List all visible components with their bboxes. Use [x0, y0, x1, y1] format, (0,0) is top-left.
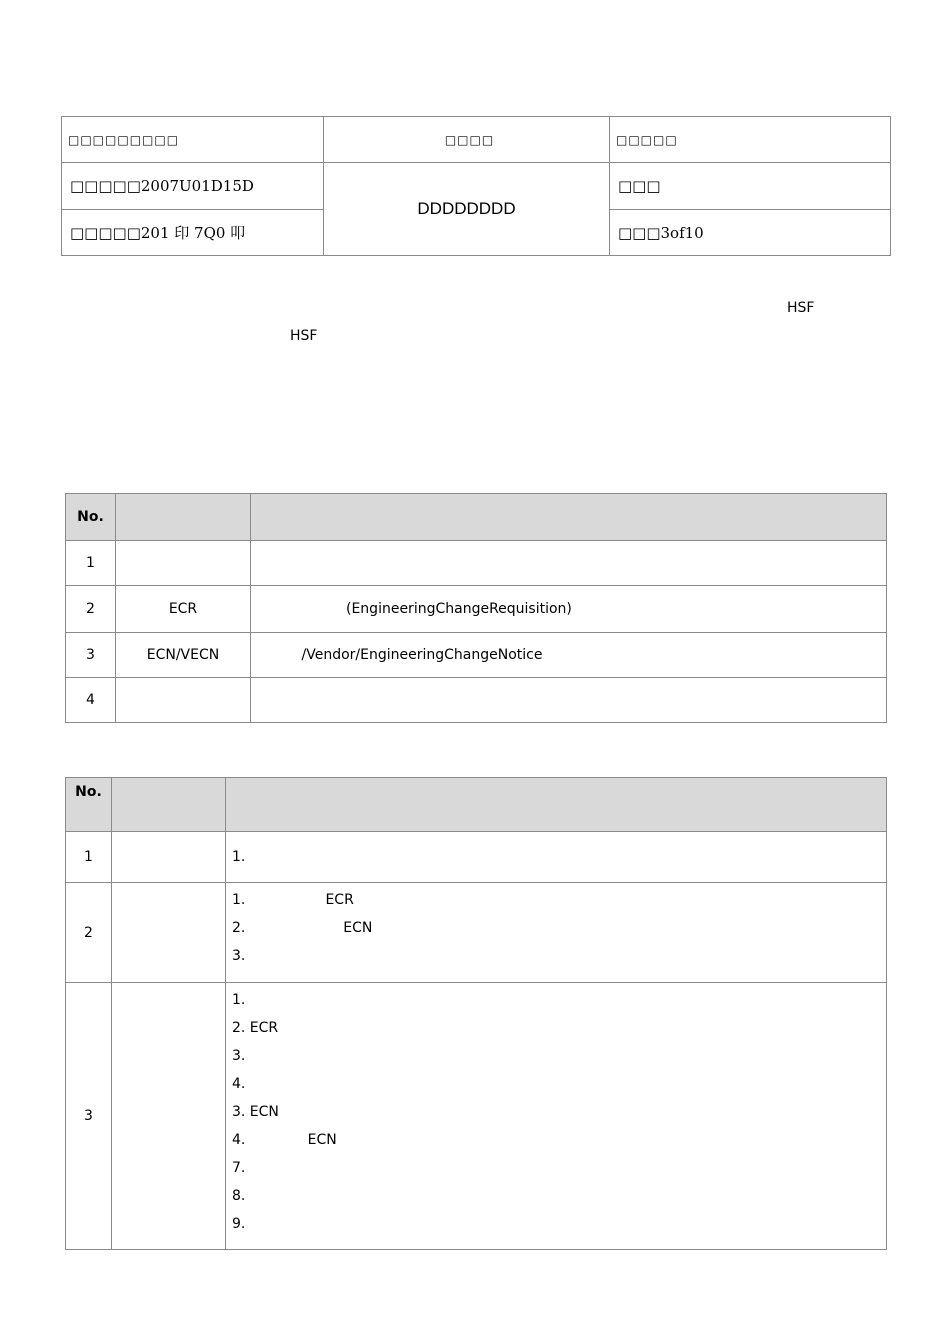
list-item: 1. [232, 992, 246, 1008]
table-row [66, 832, 887, 883]
row-no: 2 [66, 586, 116, 633]
header-cell-version: □□□□□ [610, 117, 891, 163]
col-header-description [251, 494, 887, 541]
list-item: 3. ECN [232, 1104, 279, 1120]
list-item: 7. [232, 1160, 246, 1176]
col-header-no: No. [66, 494, 116, 541]
list-item: 3. [232, 948, 246, 964]
table-row [66, 586, 887, 633]
row-no: 1 [66, 541, 116, 586]
document-header-table [61, 116, 891, 256]
row-items [226, 983, 887, 1250]
row-no: 1 [66, 832, 112, 883]
row-department [112, 983, 226, 1250]
row-description: (EngineeringChangeRequisition) [251, 586, 887, 633]
responsibilities-header-row [66, 778, 887, 832]
row-no: 4 [66, 678, 116, 723]
table-row [66, 983, 887, 1250]
row-department [112, 832, 226, 883]
row-no: 3 [66, 633, 116, 678]
table-row [66, 678, 887, 723]
header-cell-doc-no: □□□□□□□□□ [62, 117, 324, 163]
row-department [112, 883, 226, 983]
col-header-responsibility [226, 778, 887, 832]
page-label: □□□ [610, 163, 891, 210]
row-term: ECR [116, 586, 251, 633]
row-term [116, 678, 251, 723]
responsibilities-table [65, 777, 887, 1250]
row-description [251, 678, 887, 723]
revised-date: □□□□□201 印 7Q0 叩 [62, 210, 324, 256]
hsf-text-1: HSF [787, 300, 815, 316]
list-item: 8. [232, 1188, 246, 1204]
list-item: 2. ECR [232, 1020, 279, 1036]
row-description: /Vendor/EngineeringChangeNotice [251, 633, 887, 678]
table-row [66, 633, 887, 678]
list-item: 3. [232, 1048, 246, 1064]
effective-date: □□□□□2007U01D15D [62, 163, 324, 210]
list-item: 4. ECN [232, 1132, 337, 1148]
table-row [66, 541, 887, 586]
row-term [116, 541, 251, 586]
department-name: DDDDDDDD [324, 163, 610, 256]
row-term: ECN/VECN [116, 633, 251, 678]
header-cell-title: □□□□ [324, 117, 610, 163]
page-number: □□□3of10 [610, 210, 891, 256]
row-items [226, 883, 887, 983]
list-item: 9. [232, 1216, 246, 1232]
definitions-header-row [66, 494, 887, 541]
list-item: 1. ECR [232, 892, 354, 908]
list-item: 4. [232, 1076, 246, 1092]
definitions-table [65, 493, 887, 723]
list-item: 2. ECN [232, 920, 373, 936]
row-no: 3 [66, 983, 112, 1250]
list-item: 1. [232, 849, 246, 865]
hsf-text-2: HSF [290, 328, 318, 344]
row-description [251, 541, 887, 586]
table-row [66, 883, 887, 983]
col-header-department [112, 778, 226, 832]
row-no: 2 [66, 883, 112, 983]
col-header-no: No. [66, 778, 112, 832]
row-items [226, 832, 887, 883]
col-header-term [116, 494, 251, 541]
